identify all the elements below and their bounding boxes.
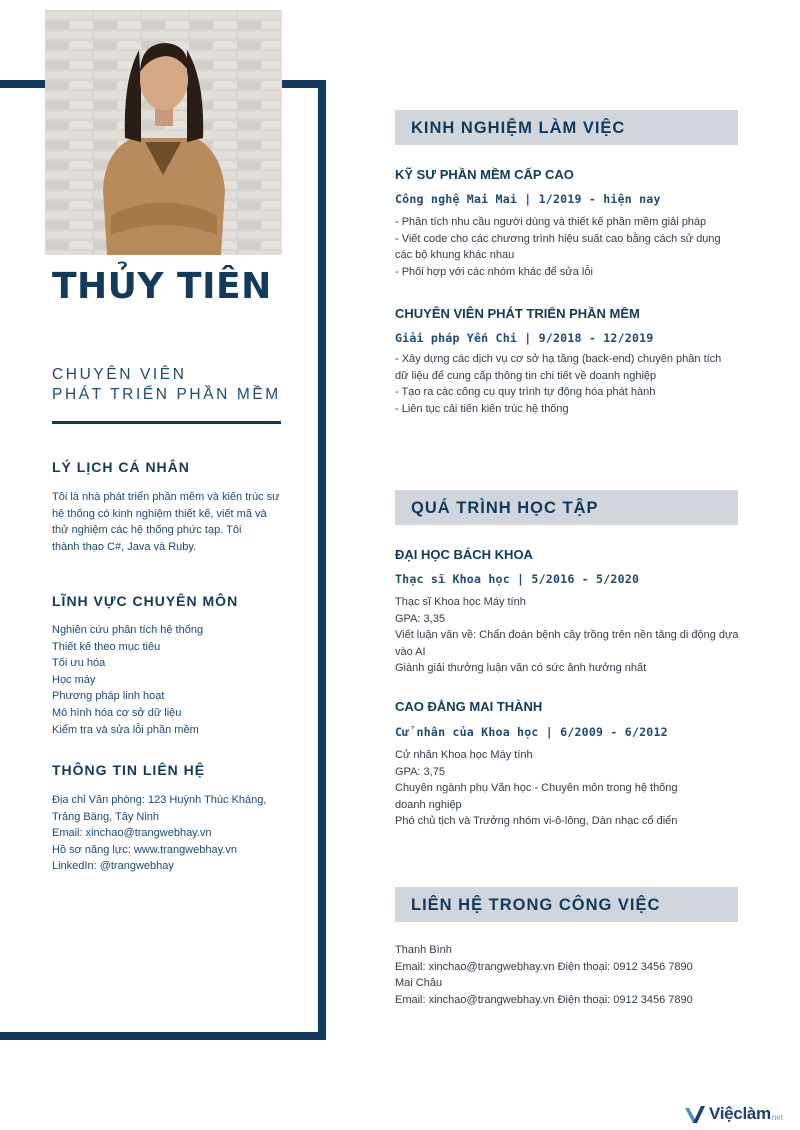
brand-suffix: net (771, 1112, 783, 1122)
job-title (52, 365, 281, 405)
contact-address-line: Địa chỉ Văn phòng: 123 Huỳnh Thúc Kháng, (52, 794, 267, 806)
brand-name: Việclàm (709, 1104, 771, 1123)
contact-linkedin: LinkedIn: @trangwebhay (52, 860, 174, 873)
expertise-list (52, 622, 203, 738)
school-1-detail-line: Viết luận văn về: Chẩn đoán bệnh cây trồng trên nền tảng di động dựa (395, 629, 739, 642)
bio-line: thành thạo C#, Java và Ruby. (52, 540, 197, 553)
job-1-detail-line: - Phối hợp với các nhóm khác để sửa lỗi (395, 265, 593, 278)
school-1-details (395, 594, 739, 677)
school-2-degree-dates: Cử nhân của Khoa học | 6/2009 - 6/2012 (395, 725, 668, 739)
school-2-detail-line: doanh nghiệp (395, 798, 462, 811)
school-2-details (395, 747, 678, 830)
job-2-detail-line: dữ liệu để cung cấp thông tin chi tiết về doanh nghiệp (395, 369, 657, 382)
expertise-item: Kiểm tra và sửa lỗi phần mềm (52, 723, 199, 736)
bio-heading: LÝ LỊCH CÁ NHÂN (52, 459, 190, 475)
job-1-title: KỸ SƯ PHẦN MỀM CẤP CAO (395, 167, 574, 182)
school-1-degree-dates: Thạc sĩ Khoa học | 5/2016 - 5/2020 (395, 572, 640, 586)
references-heading: LIÊN HỆ TRONG CÔNG VIỆC (395, 887, 738, 922)
school-1-title: ĐẠI HỌC BÁCH KHOA (395, 547, 533, 562)
school-1-detail-line: Giành giải thưởng luận văn có sức ảnh hưởng nhất (395, 662, 647, 675)
job-1-detail-line: các bộ khung khác nhau (395, 249, 515, 262)
expertise-item: Học máy (52, 673, 96, 686)
contact-address-line: Trảng Bàng, Tây Ninh (52, 810, 160, 823)
reference-contact: Email: xinchao@trangwebhay.vn Điện thoại: 0912 3456 7890 (395, 993, 693, 1006)
contact-portfolio: Hồ sơ năng lực: www.trangwebhay.vn (52, 843, 237, 856)
school-2-detail-line: GPA: 3,75 (395, 765, 445, 778)
candidate-name: THỦY TIÊN (52, 266, 272, 307)
school-2-detail-line: Phó chủ tịch và Trưởng nhóm vi-ô-lông, Dàn nhạc cổ điển (395, 815, 678, 828)
contact-heading: THÔNG TIN LIÊN HỆ (52, 762, 206, 778)
job-2-detail-line: - Liên tục cải tiến kiến trúc hệ thống (395, 402, 569, 415)
job-2-company-dates: Giải pháp Yến Chi | 9/2018 - 12/2019 (395, 331, 654, 345)
school-1-detail-line: vào AI (395, 645, 426, 658)
job-1-company-dates: Công nghệ Mai Mai | 1/2019 - hiện nay (395, 192, 661, 206)
expertise-item: Tối ưu hóa (52, 657, 106, 670)
job-2-detail-line: - Xây dựng các dịch vụ cơ sở hạ tầng (back-end) chuyên phân tích (395, 353, 722, 365)
job-2-detail-line: - Tạo ra các công cụ quy trình tự động hóa phát hành (395, 386, 656, 399)
bio-text (52, 489, 279, 555)
profile-photo (45, 10, 282, 255)
job-title-line: PHÁT TRIỂN PHẦN MỀM (52, 386, 281, 403)
reference-name: Mai Châu (395, 977, 443, 990)
reference-name: Thanh Bình (395, 944, 452, 956)
job-title-line: CHUYÊN VIÊN (52, 366, 187, 383)
school-1-detail-line: GPA: 3,35 (395, 612, 445, 625)
school-2-detail-line: Cử nhân Khoa học Máy tính (395, 749, 533, 761)
contact-info (52, 792, 266, 875)
job-2-title: CHUYÊN VIÊN PHÁT TRIỂN PHẦN MỀM (395, 306, 640, 321)
school-2-detail-line: Chuyên ngành phụ Văn học - Chuyên môn trong hệ thống (395, 782, 678, 795)
experience-heading: KINH NGHIỆM LÀM VIỆC (395, 110, 738, 145)
school-1-detail-line: Thạc sĩ Khoa học Máy tính (395, 596, 526, 608)
expertise-item: Mô hình hóa cơ sở dữ liệu (52, 706, 182, 719)
school-2-title: CAO ĐẲNG MAI THÀNH (395, 699, 543, 714)
bio-line: thử nghiệm các hệ thống phức tạp. Tôi (52, 524, 242, 537)
brand-logo (684, 1103, 783, 1125)
name-divider (52, 421, 281, 424)
brand-check-icon (684, 1103, 706, 1125)
expertise-item: Phương pháp linh hoạt (52, 690, 165, 703)
expertise-item: Thiết kế theo mục tiêu (52, 640, 161, 653)
job-1-details (395, 214, 721, 280)
bio-line: Tôi là nhà phát triển phần mềm và kiến trúc sư (52, 491, 280, 503)
job-1-detail-line: - Viết code cho các chương trình hiệu suất cao bằng cách sử dụng (395, 232, 721, 245)
job-2-details (395, 351, 721, 417)
contact-email: Email: xinchao@trangwebhay.vn (52, 827, 212, 840)
bio-line: hệ thống có kinh nghiệm thiết kế, viết mã và (52, 507, 267, 520)
references-list (395, 942, 693, 1008)
job-1-detail-line: - Phân tích nhu cầu người dùng và thiết kế phần mềm giải pháp (395, 216, 707, 228)
education-heading: QUÁ TRÌNH HỌC TẬP (395, 490, 738, 525)
reference-contact: Email: xinchao@trangwebhay.vn Điện thoại: 0912 3456 7890 (395, 960, 693, 973)
expertise-item: Nghiên cứu phân tích hệ thống (52, 624, 204, 636)
expertise-heading: LĨNH VỰC CHUYÊN MÔN (52, 593, 239, 609)
